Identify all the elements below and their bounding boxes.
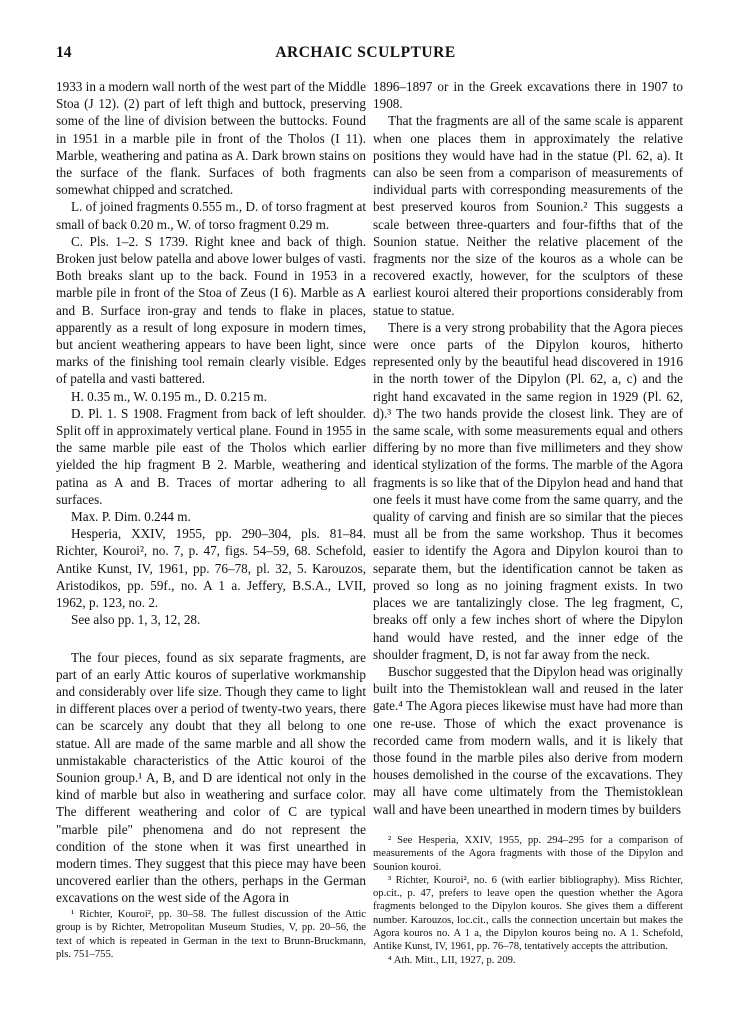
footnotes-left: [56, 908, 366, 961]
body-paragraph: There is a very strong probability that the Agora pieces were once parts of the Dipylon kouros, hitherto represented only by the beautiful head discovered in 1916 in the north tower of the Dipylon (Pl. 62, a, c) and the right hand excavated in the same region in 1929 (Pl. 62, d).³ The two hands provide the closest link. They are of the same scale, with some measurements equal and others differing by no more than five millimeters and they show identical stylization of the forms. The marble of the Agora fragments is so like that of the Dipylon head and hand that one feels it must have come from the same quarry, and the quality of carving and finish are so similar that the pieces must all be from the same workshop. Thus it becomes easier to identify the Agora and Dipylon kouroi than to separate them, but the identification cannot be taken as proved so long as no joining fragment exists. In two places we are tantalizingly close. The leg fragment, C, breaks off only a few inches short of where the Dipylon hand would have rested, and the inner edge of the shoulder fragment, D, is not far away from the neck.: [373, 319, 683, 662]
footnotes-right: [373, 834, 683, 967]
catalog-text-b-continued: 1933 in a modern wall north of the west part of the Middle Stoa (J 12). (2) part of left thigh and buttock, preserving some of the line of division between the buttocks. Found in 1951 in a marble pile in front of the Tholos (I 11). Marble, weathering and patina as A. Dark brown stains on the surface of the flank. Surfaces of both fragments somewhat chipped and scratched.: [56, 79, 366, 198]
footnote-4: ⁴ Ath. Mitt., LII, 1927, p. 209.: [388, 954, 516, 966]
catalog-entry-c: C. Pls. 1–2. S 1739. Right knee and back of thigh. Broken just below patella and above lower bulges of vasti. Both breaks slant up to the back. Found in 1953 in a marble pile in front of the Stoa of Zeus (I 6). Marble as A and B. Surface iron-gray and tends to flake in places, apparently as a result of long exposure in modern times, but ancient weathering appears to have been light, since marks of the finishing tool remain clearly visible. Edges of patella and vasti battered.: [56, 233, 366, 387]
body-paragraph: The four pieces, found as six separate fragments, are part of an early Attic kouros of superlative workmanship and considerably over life size. Though they came to light in different places over a period of twenty-two years, there can be scarcely any doubt that they all belong to one statue. All are made of the same marble and all show the unmistakable characteristics of the Attic kouroi of the Sounion group.¹ A, B, and D are identical not only in the kind of marble but also in weathering and surface color. The different weathering and color of C are typical "marble pile" phenomena and do not represent the condition of the stone when it was first unearthed in modern times. They suggest that this piece may have been uncovered earlier than the others, perhaps in the German excavations on the west side of the Agora in: [56, 649, 366, 906]
footnote-3: ³ Richter, Kouroi², no. 6 (with earlier bibliography). Miss Richter, op.cit., p. 47, prefers to leave open the question whether the Agora fragments belonged to the Dipylon kouros. She gives them a different number. Karouzos, loc.cit., calls the connection uncertain but makes the Agora kouros no. A 1 a, the Dipylon kouros being no. A 1. Schefold, Antike Kunst, IV, 1961, pp. 76–78, tentatively accepts the attribution.: [373, 874, 683, 953]
cross-reference: See also pp. 1, 3, 12, 28.: [71, 612, 201, 628]
right-column: [373, 78, 683, 966]
left-column: [56, 78, 366, 960]
body-paragraph-continued: 1896–1897 or in the Greek excavations there in 1907 to 1908.: [373, 79, 683, 112]
catalog-measurements-d: Max. P. Dim. 0.244 m.: [71, 509, 191, 525]
catalog-measurements-c: H. 0.35 m., W. 0.195 m., D. 0.215 m.: [71, 388, 267, 404]
catalog-measurements-b: L. of joined fragments 0.555 m., D. of torso fragment at small of back 0.20 m., W. of torso fragment 0.29 m.: [56, 199, 366, 232]
catalog-entry-d: D. Pl. 1. S 1908. Fragment from back of left shoulder. Split off in approximately vertical plane. Found in 1955 in the same marble pile east of the Tholos which earlier yielded the hip fragment B 2. Marble, weathering and patina as A and B. Traces of mortar adhering to all surfaces.: [56, 405, 366, 507]
footnote-2: ² See Hesperia, XXIV, 1955, pp. 294–295 for a comparison of measurements of the Agora fragments with those of the Dipylon and Sounion kouroi.: [373, 835, 683, 873]
bibliography: Hesperia, XXIV, 1955, pp. 290–304, pls. 81–84. Richter, Kouroi², no. 7, p. 47, figs. 54–59, 68. Schefold, Antike Kunst, IV, 1961, pp. 76–78, pl. 32, 5. Karouzos, Aristodikos, pp. 59f., no. A 1 a. Jeffery, B.S.A., LVII, 1962, p. 123, no. 2.: [56, 526, 366, 611]
body-paragraph: Buschor suggested that the Dipylon head was originally built into the Themistoklean wall and reused in the later gate.⁴ The Agora pieces likewise must have had more than one re-use. Those of which the exact provenance is recorded came from modern walls, and it is likely that those found in the marble piles also derive from modern houses demolished in the course of the excavations. They may all have come ultimately from the Themistoklean wall and have been unearthed in modern times by builders: [373, 663, 683, 817]
body-paragraph: That the fragments are all of the same scale is apparent when one places them in approximately the relative positions they would have had in the statue (Pl. 62, a). It can also be seen from a comparison of measurements of individual parts with corresponding measurements of the best preserved kouros from Sounion.² This suggests a scale between three-quarters and four-fifths that of the Sounion statue. Neither the relative placement of the fragments nor the size of the kouros as a whole can be recovered exactly, however, for the sculptors of these earliest kouroi altered their proportions considerably from statue to statue.: [373, 113, 683, 318]
footnote-1: ¹ Richter, Kouroi², pp. 30–58. The fullest discussion of the Attic group is by Richter, Metropolitan Museum Studies, V, pp. 20–56, the text of which is repeated in German in the text to Brunn-Bruckmann, pls. 751–755.: [56, 909, 366, 960]
running-head: ARCHAIC SCULPTURE: [275, 44, 456, 61]
page-number: 14: [56, 44, 72, 61]
page-header: [56, 44, 675, 66]
